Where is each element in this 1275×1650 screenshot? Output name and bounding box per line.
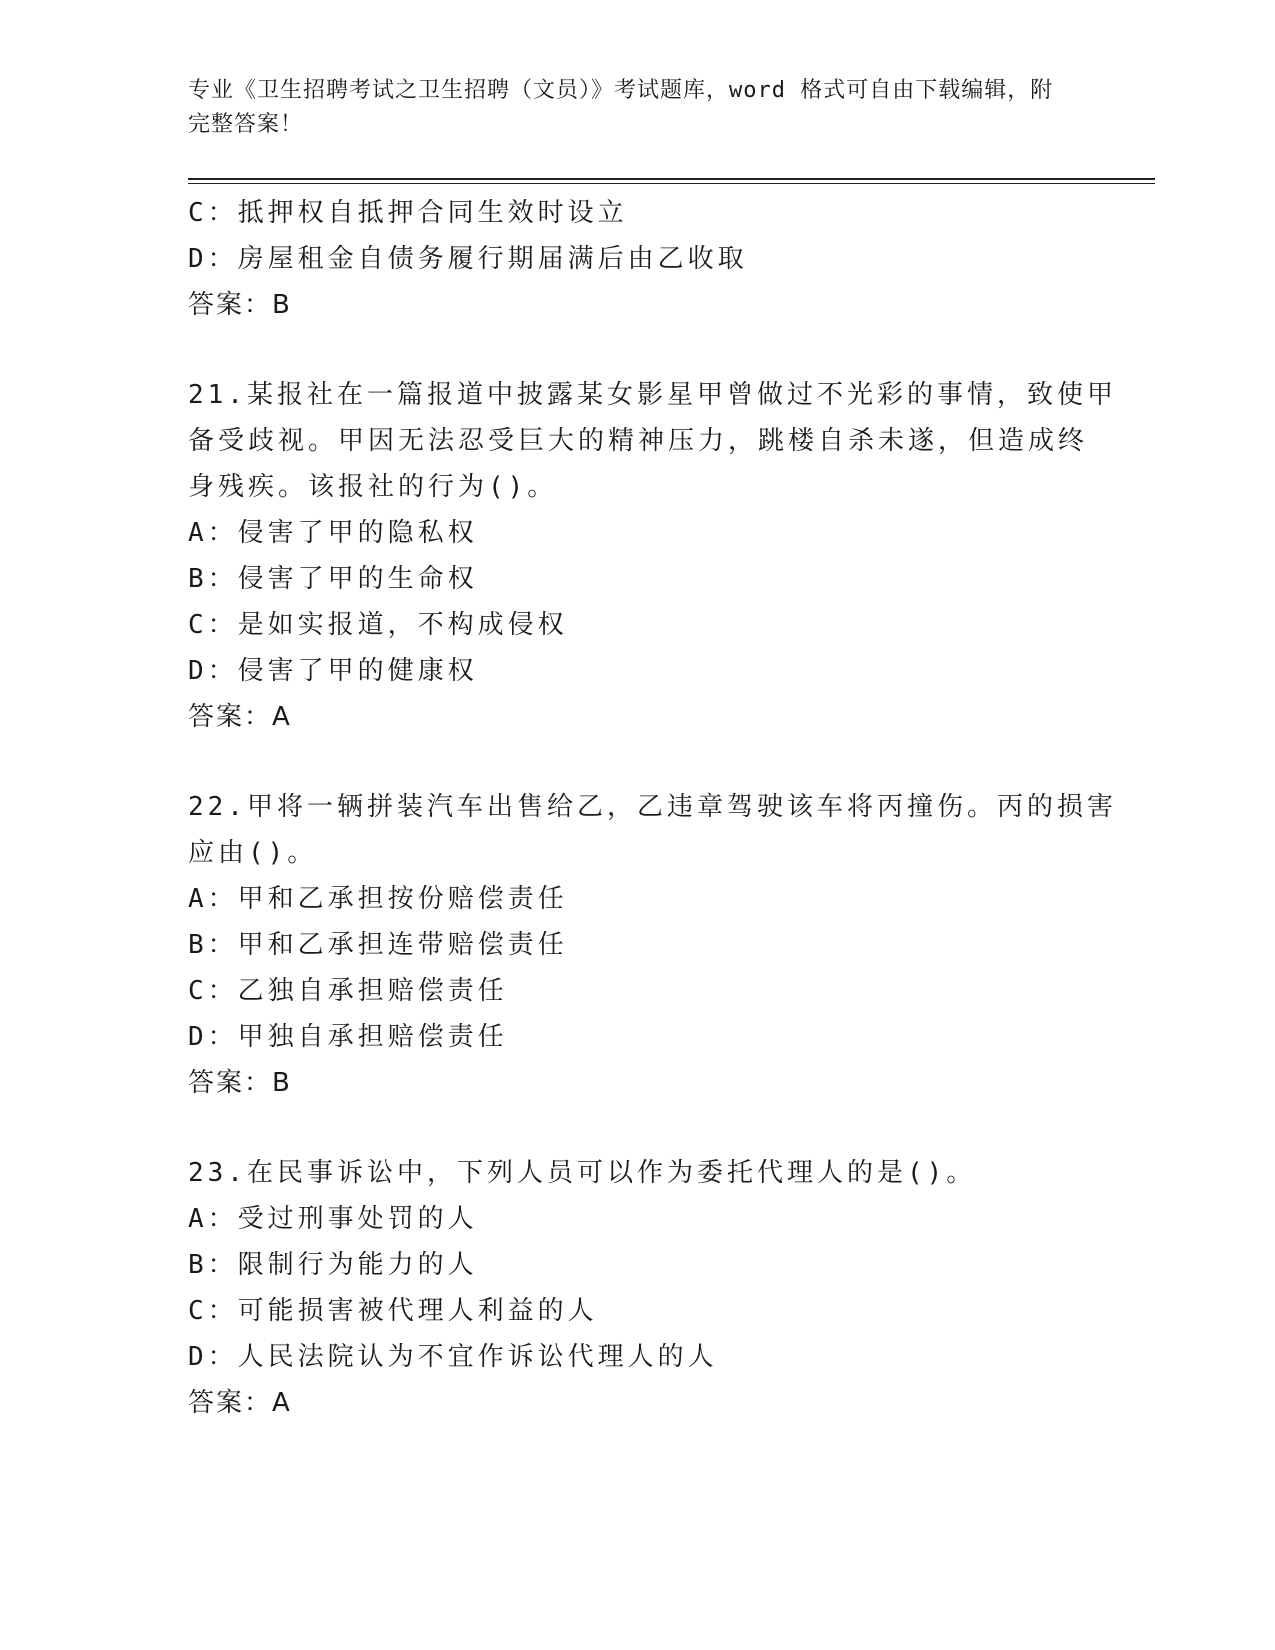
question-block-23 [188,1150,1088,1426]
answer-label: 答案：B [188,1068,292,1098]
question-text-line: 23.在民事诉讼中，下列人员可以作为委托代理人的是()。 [188,1158,977,1188]
option-d: D：侵害了甲的健康权 [188,656,478,686]
document-header: 专业《卫生招聘考试之卫生招聘（文员）》考试题库，word 格式可自由下载编辑，附完整答案！ [188,78,1054,137]
option-a: A：甲和乙承担按份赔偿责任 [188,884,568,914]
option-c: C：是如实报道，不构成侵权 [188,610,568,640]
answer-label: 答案：A [188,1388,292,1418]
answer-label: 答案：B [188,290,292,320]
option-a: A：受过刑事处罚的人 [188,1204,478,1234]
option-c: C：可能损害被代理人利益的人 [188,1296,598,1326]
question-list [188,190,1117,1426]
option-a: A：侵害了甲的隐私权 [188,518,478,548]
option-c: C：抵押权自抵押合同生效时设立 [188,198,628,228]
question-text-line: 备受歧视。甲因无法忍受巨大的精神压力，跳楼自杀未遂，但造成终 [188,426,1089,456]
question-block-20 [188,190,1088,328]
option-d: D：甲独自承担赔偿责任 [188,1022,508,1052]
question-block-21 [188,372,1117,740]
option-d: D：人民法院认为不宜作诉讼代理人的人 [188,1342,718,1372]
question-text-line: 21.某报社在一篇报道中披露某女影星甲曾做过不光彩的事情，致使甲 [188,380,1117,410]
option-d: D：房屋租金自债务履行期届满后由乙收取 [188,244,748,274]
answer-label: 答案：A [188,702,292,732]
question-text-line: 应由()。 [188,838,318,868]
option-c: C：乙独自承担赔偿责任 [188,976,508,1006]
option-b: B：侵害了甲的生命权 [188,564,478,594]
question-block-22 [188,784,1117,1106]
question-text-line: 身残疾。该报社的行为()。 [188,472,558,502]
header-divider-thick [188,178,1155,180]
header-divider-thin [188,183,1155,184]
option-b: B：限制行为能力的人 [188,1250,478,1280]
question-text-line: 22.甲将一辆拼装汽车出售给乙，乙违章驾驶该车将丙撞伤。丙的损害 [188,792,1117,822]
option-b: B：甲和乙承担连带赔偿责任 [188,930,568,960]
